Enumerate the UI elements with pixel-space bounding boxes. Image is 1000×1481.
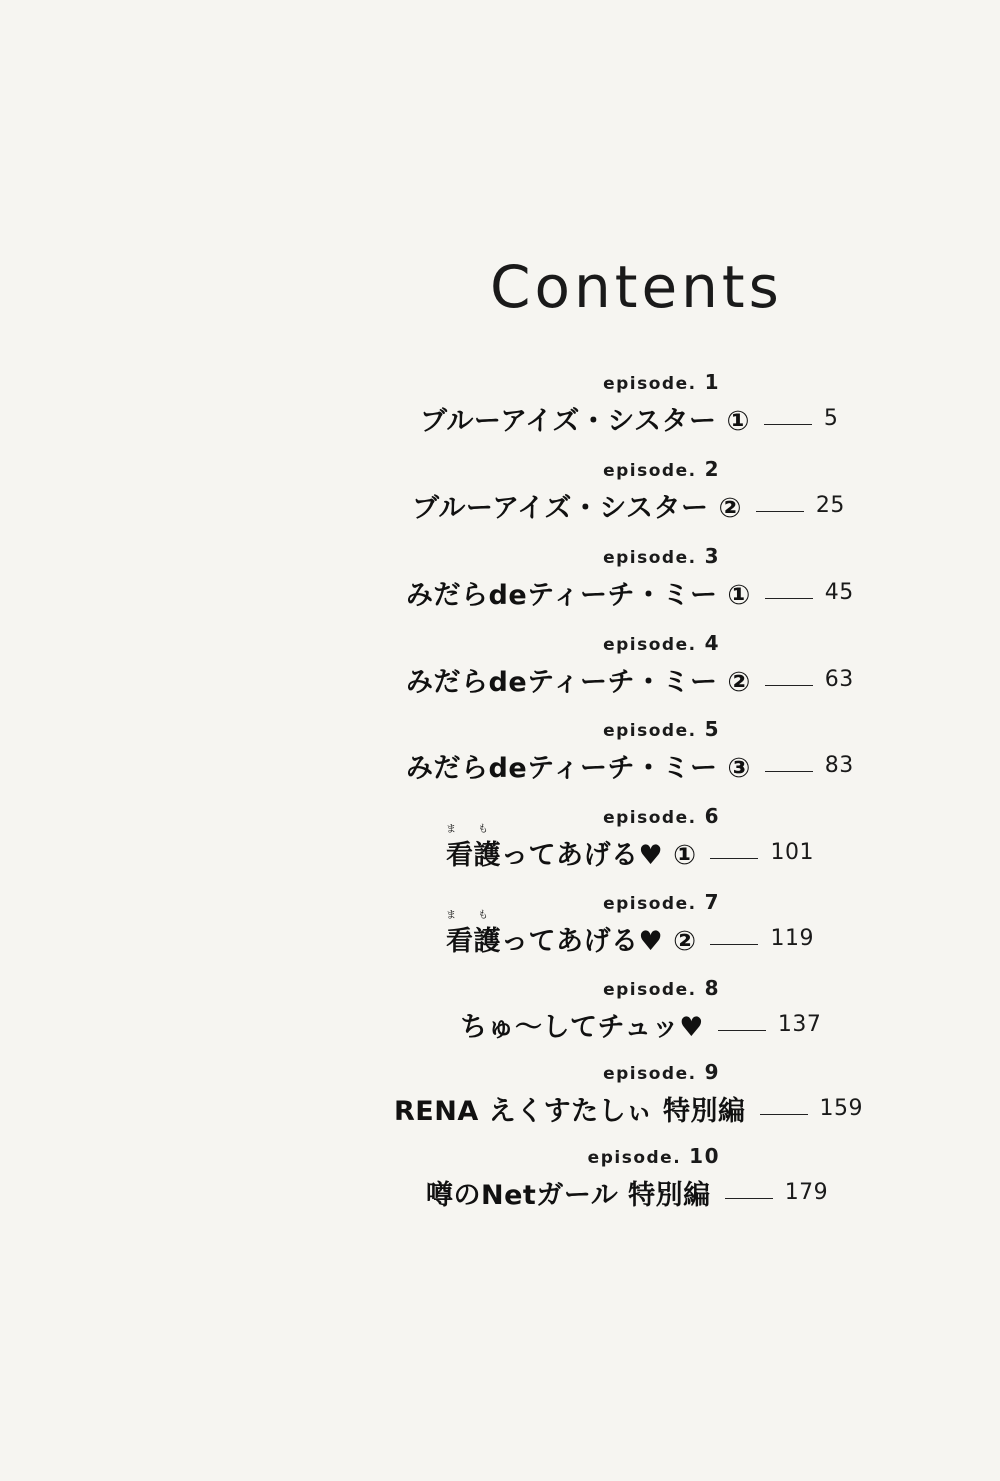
episode-line <box>426 1172 828 1212</box>
episode-label: episode. 10 <box>587 1144 720 1168</box>
episode-title: まも 看護ってあげる♥ ① <box>446 833 696 872</box>
page-number: 63 <box>824 666 854 692</box>
episode-line <box>406 572 854 612</box>
ruby-base: まも 看護 <box>446 833 501 872</box>
episode-label: episode. 8 <box>603 976 720 1000</box>
episode-label: episode. 1 <box>603 370 720 394</box>
episode-line <box>446 909 814 958</box>
toc-entry <box>380 544 940 624</box>
episode-line <box>406 659 854 699</box>
episode-title: みだらdeティーチ・ミー ① <box>406 579 751 611</box>
leader-line <box>756 511 804 512</box>
episode-title: RENA えくすたしぃ 特別編 <box>394 1095 746 1127</box>
leader-line <box>710 944 758 945</box>
page-number: 25 <box>815 492 845 518</box>
leader-line <box>765 771 813 772</box>
toc-entry <box>380 717 940 797</box>
leader-line <box>765 685 813 686</box>
episode-line <box>420 398 838 438</box>
toc-entry <box>380 890 940 970</box>
page-number: 5 <box>823 405 839 431</box>
episode-line <box>394 1088 863 1128</box>
episode-title: ブルーアイズ・シスター ① <box>420 405 750 437</box>
page-number: 83 <box>824 752 854 778</box>
toc-entry <box>380 976 940 1056</box>
ruby-annotation: まも <box>446 823 510 835</box>
toc-entry <box>380 457 940 537</box>
episode-label: episode. 5 <box>603 717 720 741</box>
toc-entry <box>380 804 940 884</box>
toc-entry <box>380 1060 940 1140</box>
page-title: Contents <box>490 253 783 321</box>
toc-entry <box>380 370 940 450</box>
episode-line <box>446 823 814 872</box>
page-number: 137 <box>777 1011 822 1037</box>
leader-line <box>764 424 812 425</box>
episode-label: episode. 9 <box>603 1060 720 1084</box>
episode-label: episode. 2 <box>603 457 720 481</box>
leader-line <box>710 858 758 859</box>
page-number: 179 <box>784 1179 829 1205</box>
episode-line <box>460 1004 821 1044</box>
toc-entry <box>380 631 940 711</box>
page-number: 159 <box>819 1095 863 1121</box>
episode-title: 噂のNetガール 特別編 <box>426 1179 711 1211</box>
episode-label: episode. 7 <box>603 890 720 914</box>
episode-line <box>406 745 854 785</box>
leader-line <box>718 1030 766 1031</box>
episode-title: ちゅ〜してチュッ♥ <box>460 1011 704 1043</box>
leader-line <box>765 598 813 599</box>
page-number: 119 <box>770 925 814 951</box>
episode-label: episode. 6 <box>603 804 720 828</box>
episode-label: episode. 4 <box>603 631 720 655</box>
episode-line <box>412 485 845 525</box>
episode-title: みだらdeティーチ・ミー ② <box>406 666 751 698</box>
ruby-annotation: まも <box>446 909 510 921</box>
page-number: 45 <box>824 579 854 605</box>
episode-title: ブルーアイズ・シスター ② <box>412 492 742 524</box>
episode-title: みだらdeティーチ・ミー ③ <box>406 752 751 784</box>
ruby-base: まも 看護 <box>446 919 501 958</box>
episode-title: まも 看護ってあげる♥ ② <box>446 919 696 958</box>
leader-line <box>760 1114 808 1115</box>
page-number: 101 <box>770 839 814 865</box>
episode-label: episode. 3 <box>603 544 720 568</box>
toc-entry <box>380 1144 940 1224</box>
leader-line <box>725 1198 773 1199</box>
